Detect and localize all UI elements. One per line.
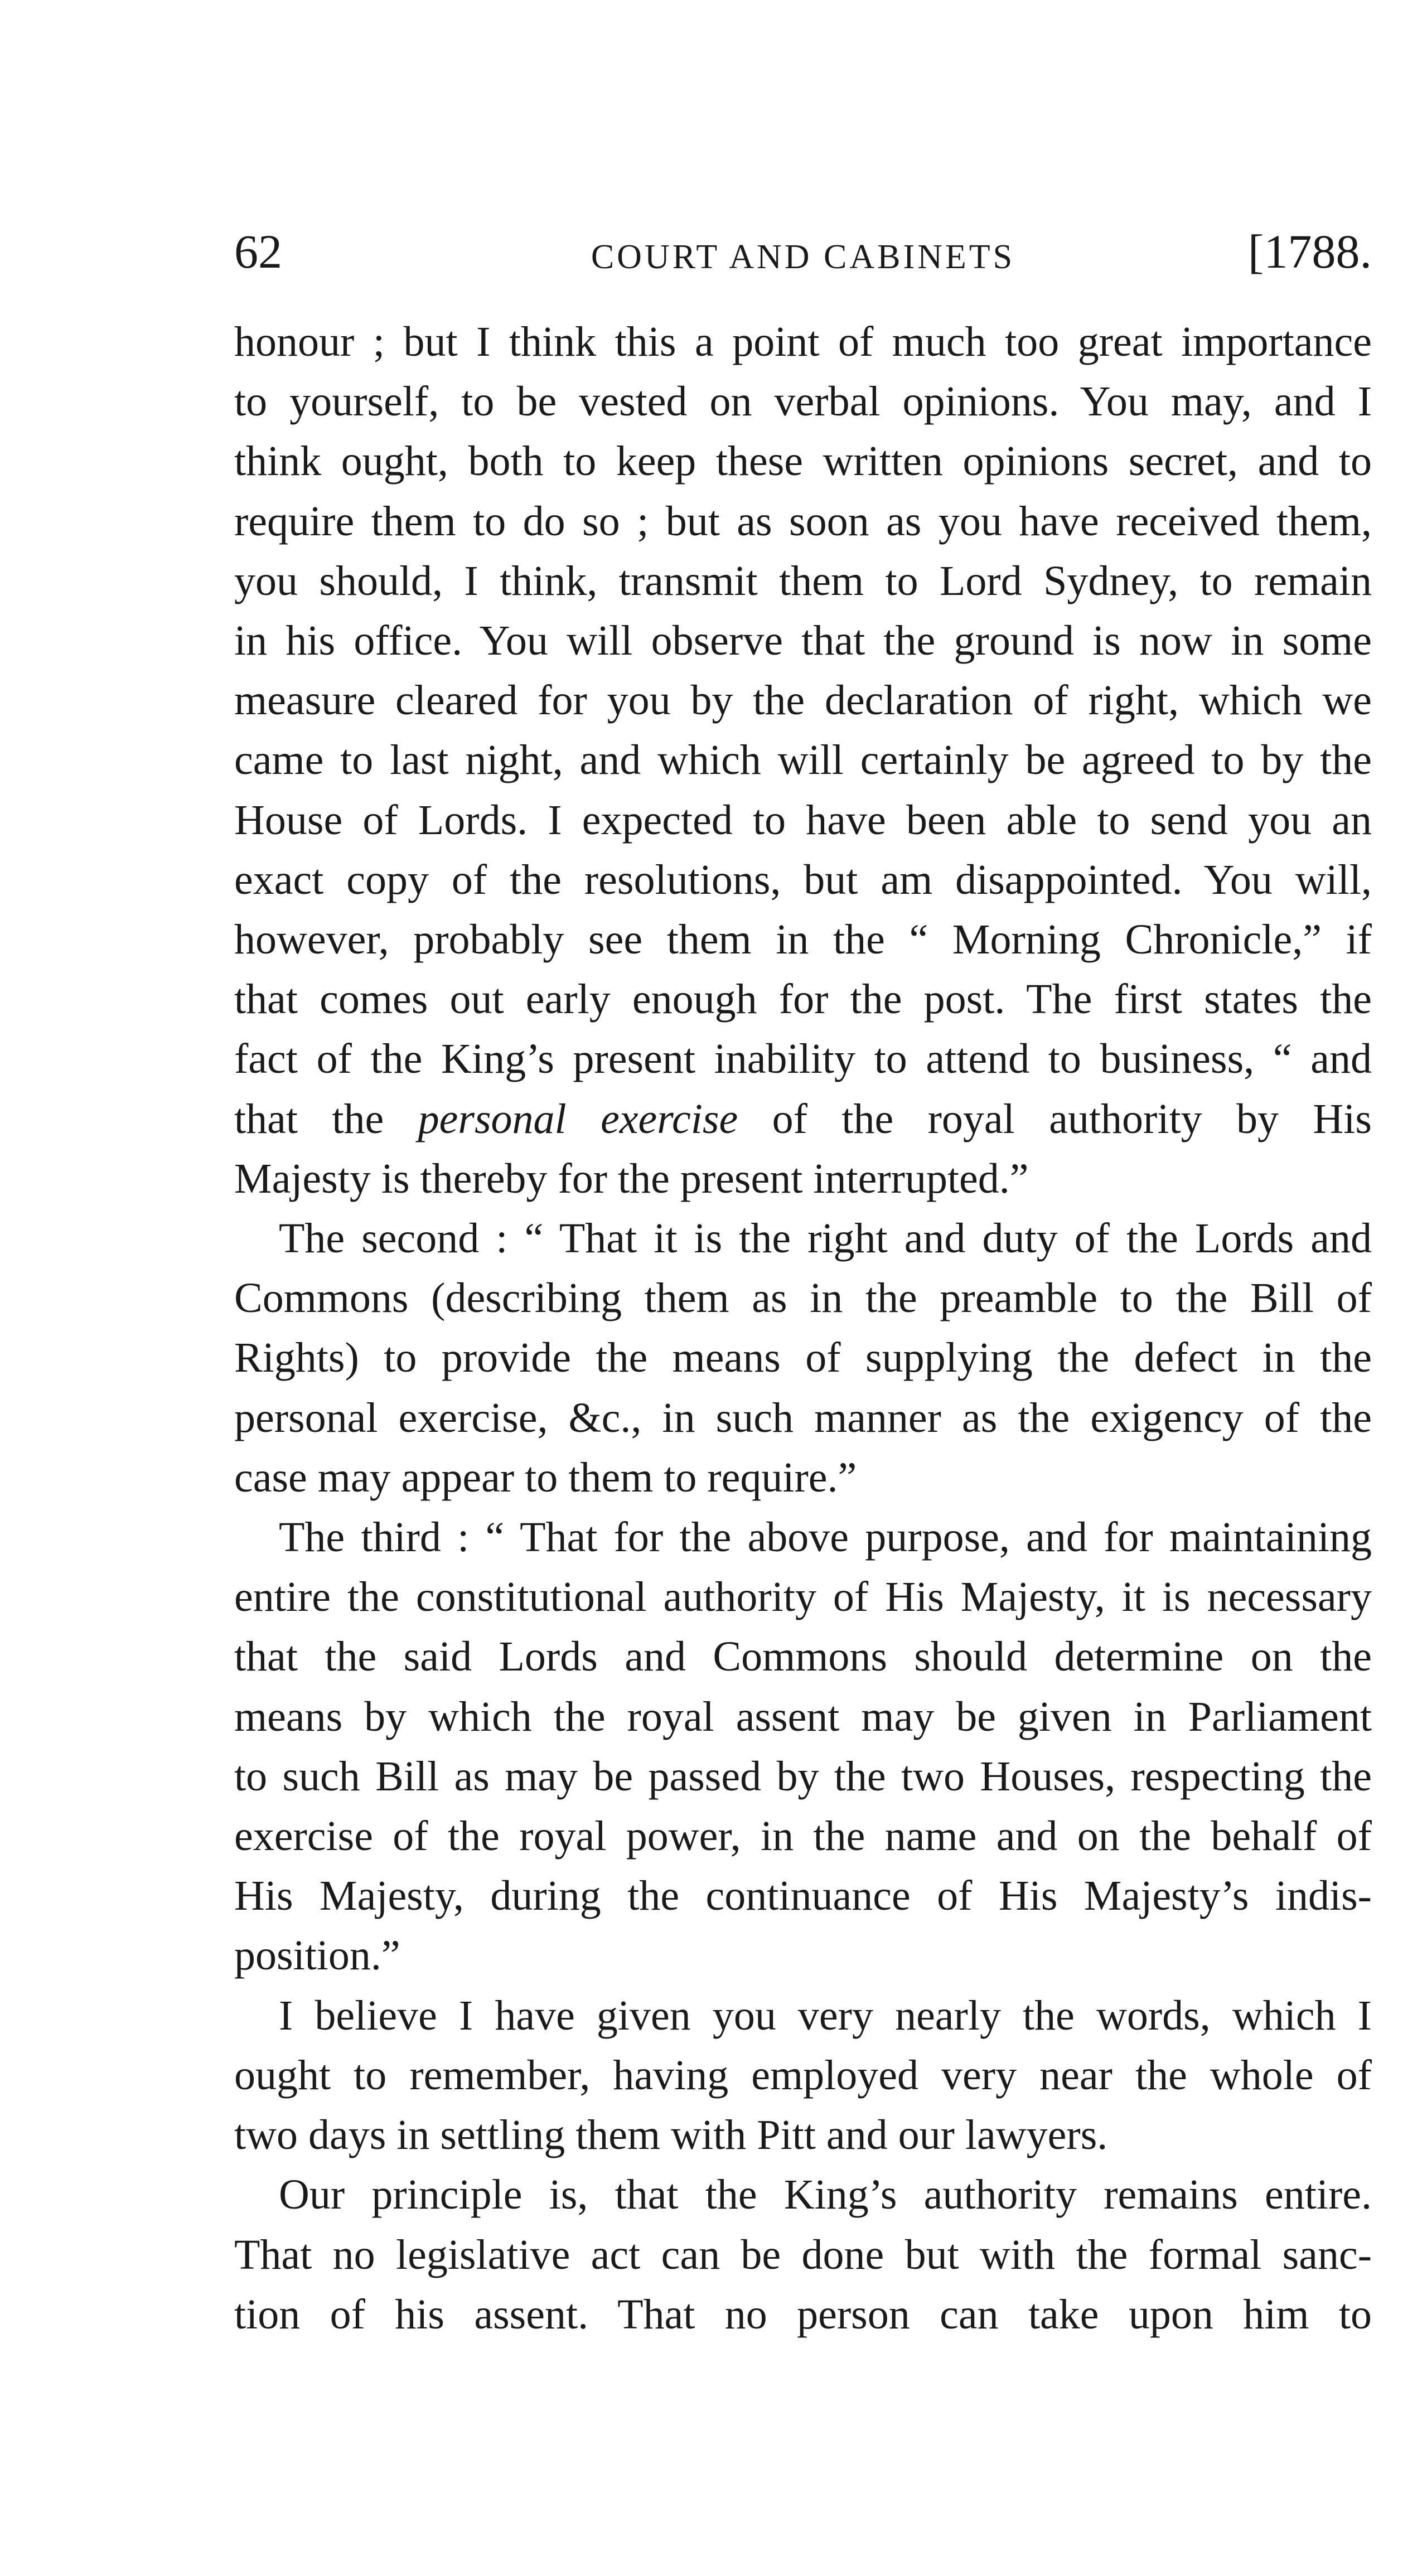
- text-run: of the royal authority by His: [772, 1095, 1372, 1142]
- text-line: fact of the King’s present inability to attend to business, “ and: [234, 1035, 1372, 1083]
- text-line: you should, I think, transmit them to Lord Sydney, to remain: [234, 557, 1372, 604]
- text-line: to yourself, to be vested on verbal opinions. You may, and I: [234, 378, 1372, 425]
- paragraph-2: [234, 1209, 1372, 1508]
- text-line: two days in settling them with Pitt and our lawyers.: [234, 2112, 1108, 2159]
- text-line: The second : “ That it is the right and duty of the Lords and: [279, 1215, 1372, 1262]
- page-number: 62: [234, 225, 282, 278]
- text-line: exercise of the royal power, in the name and on the behalf of: [234, 1813, 1372, 1860]
- text-line: position.”: [234, 1932, 400, 1979]
- text-line: The third : “ That for the above purpose, and for maintaining: [279, 1514, 1372, 1561]
- text-line: personal exercise, &c., in such manner as the exigency of the: [234, 1394, 1372, 1441]
- text-line: think ought, both to keep these written opinions secret, and to: [234, 438, 1372, 485]
- paragraph-1: [234, 312, 1372, 1209]
- text-line: in his office. You will observe that the ground is now in some: [234, 617, 1372, 665]
- paragraph-4: [234, 1986, 1372, 2166]
- text-line: that the said Lords and Commons should determine on the: [234, 1633, 1372, 1681]
- text-line-with-italic: [234, 1090, 1372, 1149]
- text-line: Our principle is, that the King’s authority remains entire.: [279, 2171, 1372, 2219]
- text-line: however, probably see them in the “ Morning Chronicle,” if: [234, 916, 1372, 963]
- text-line: entire the constitutional authority of His Majesty, it is necessary: [234, 1573, 1372, 1621]
- text-line: came to last night, and which will certainly be agreed to by the: [234, 737, 1372, 784]
- text-line: I believe I have given you very nearly the words, which I: [279, 1992, 1372, 2039]
- text-line: require them to do so ; but as soon as you have received them,: [234, 497, 1372, 545]
- running-title: COURT AND CABINETS: [591, 238, 1015, 276]
- text-line: that comes out early enough for the post. The first states the: [234, 976, 1372, 1023]
- text-line: case may appear to them to require.”: [234, 1454, 857, 1501]
- body-text: [234, 312, 1372, 2345]
- text-line: House of Lords. I expected to have been able to send you an: [234, 796, 1372, 844]
- text-line: Commons (describing them as in the preamble to the Bill of: [234, 1275, 1372, 1322]
- text-run: that the: [234, 1095, 384, 1142]
- header-year: [1788.: [1247, 225, 1372, 278]
- text-line: measure cleared for you by the declaration of right, which we: [234, 677, 1372, 724]
- text-line: exact copy of the resolutions, but am disappointed. You will,: [234, 856, 1372, 903]
- text-line: honour ; but I think this a point of much too great importance: [234, 318, 1372, 365]
- paragraph-3: [234, 1508, 1372, 1986]
- text-line: ought to remember, having employed very near the whole of: [234, 2051, 1372, 2099]
- text-line: Majesty is thereby for the present interrupted.”: [234, 1155, 1029, 1202]
- text-line: means by which the royal assent may be given in Parliament: [234, 1693, 1372, 1740]
- text-line: Rights) to provide the means of supplying the defect in the: [234, 1334, 1372, 1382]
- text-line: That no legislative act can be done but with the formal sanc-: [234, 2231, 1372, 2278]
- paragraph-5: [234, 2165, 1372, 2345]
- text-line: His Majesty, during the continuance of His Majesty’s indis-: [234, 1872, 1372, 1920]
- text-line: to such Bill as may be passed by the two Houses, respecting the: [234, 1752, 1372, 1800]
- text-line: tion of his assent. That no person can take upon him to: [234, 2291, 1372, 2338]
- running-header: [234, 221, 1372, 282]
- italic-phrase: personal exercise: [418, 1095, 738, 1142]
